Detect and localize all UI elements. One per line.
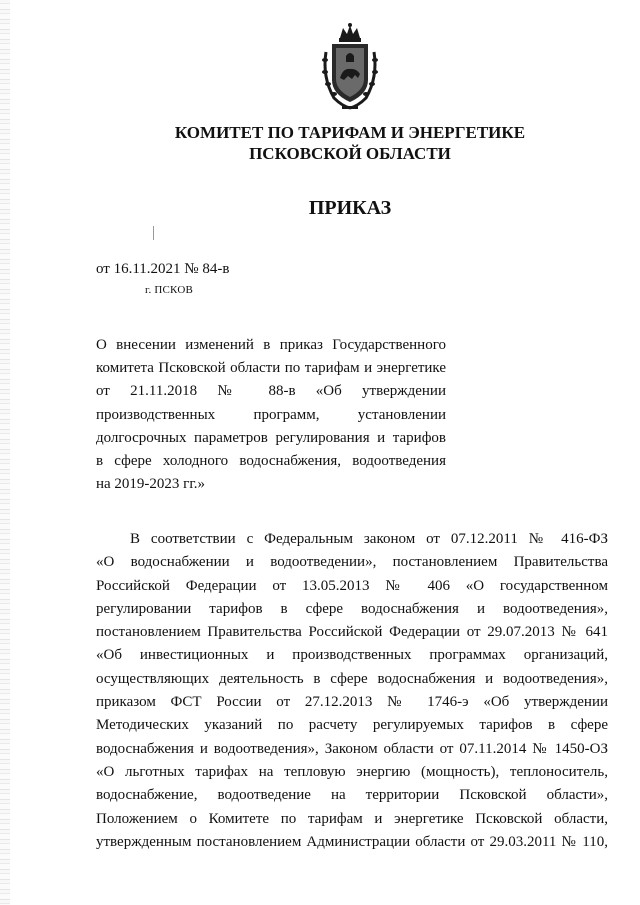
document-type-title: ПРИКАЗ [308, 197, 392, 219]
subject-line: комитета Псковской области по тарифам и энергетике [96, 360, 446, 377]
body-line: В соответствии с Федеральным законом от 07.12.2011 № 416-ФЗ [130, 531, 608, 547]
subject-line: в сфере холодного водоснабжения, водоотведения [96, 453, 446, 470]
subject-line: долгосрочных параметров регулирования и тарифов [96, 429, 446, 446]
document-body [96, 528, 608, 854]
body-line: Российской Федерации от 13.05.2013 № 406 «О государственном [96, 577, 608, 594]
document-city: г. ПСКОВ [145, 284, 193, 296]
body-line: приказом ФСТ России от 27.12.2013 № 1746-э «Об утверждении [96, 694, 608, 711]
scan-edge-artifact [0, 0, 10, 905]
body-line: постановлением Правительства Российской Федерации от 29.07.2013 № 641 [96, 624, 608, 641]
body-line: утвержденным постановлением Администрации области от 29.03.2011 № 110, [96, 833, 608, 850]
body-line: осуществляющих деятельность в сфере водоснабжения и водоотведения», [96, 670, 608, 687]
scan-margin-mark [153, 226, 154, 240]
agency-name-line-1: КОМИТЕТ ПО ТАРИФАМ И ЭНЕРГЕТИКЕ [174, 123, 526, 142]
body-line: водоснабжение, водоотведение на территории Псковской области», [96, 787, 608, 804]
subject-line: от 21.11.2018 № 88-в «Об утверждении [96, 383, 446, 400]
body-line: водоснабжения и водоотведения», Законом области от 07.11.2014 № 1450-ОЗ [96, 740, 608, 757]
body-line: «О льготных тарифах на тепловую энергию (мощность), теплоноситель, [96, 763, 608, 780]
coat-of-arms-icon [318, 22, 382, 112]
subject-line: производственных программ, установлении [96, 406, 446, 423]
subject-line: О внесении изменений в приказ Государственного [96, 337, 446, 353]
agency-name-line-2: ПСКОВСКОЙ ОБЛАСТИ [249, 144, 451, 163]
document-subject [96, 334, 446, 496]
agency-name [150, 122, 550, 164]
subject-line: на 2019-2023 гг.» [96, 476, 206, 493]
body-line: Методических указаний по расчету регулируемых тарифов в сфере [96, 717, 608, 734]
body-line: «Об инвестиционных и производственных программах организаций, [96, 647, 608, 664]
body-line: «О водоснабжении и водоотведении», постановлением Правительства [96, 554, 608, 571]
document-date-number: от 16.11.2021 № 84-в [96, 261, 230, 277]
body-line: регулировании тарифов в сфере водоснабжения и водоотведения», [96, 600, 608, 617]
body-line: Положением о Комитете по тарифам и энергетике Псковской области, [96, 810, 608, 827]
